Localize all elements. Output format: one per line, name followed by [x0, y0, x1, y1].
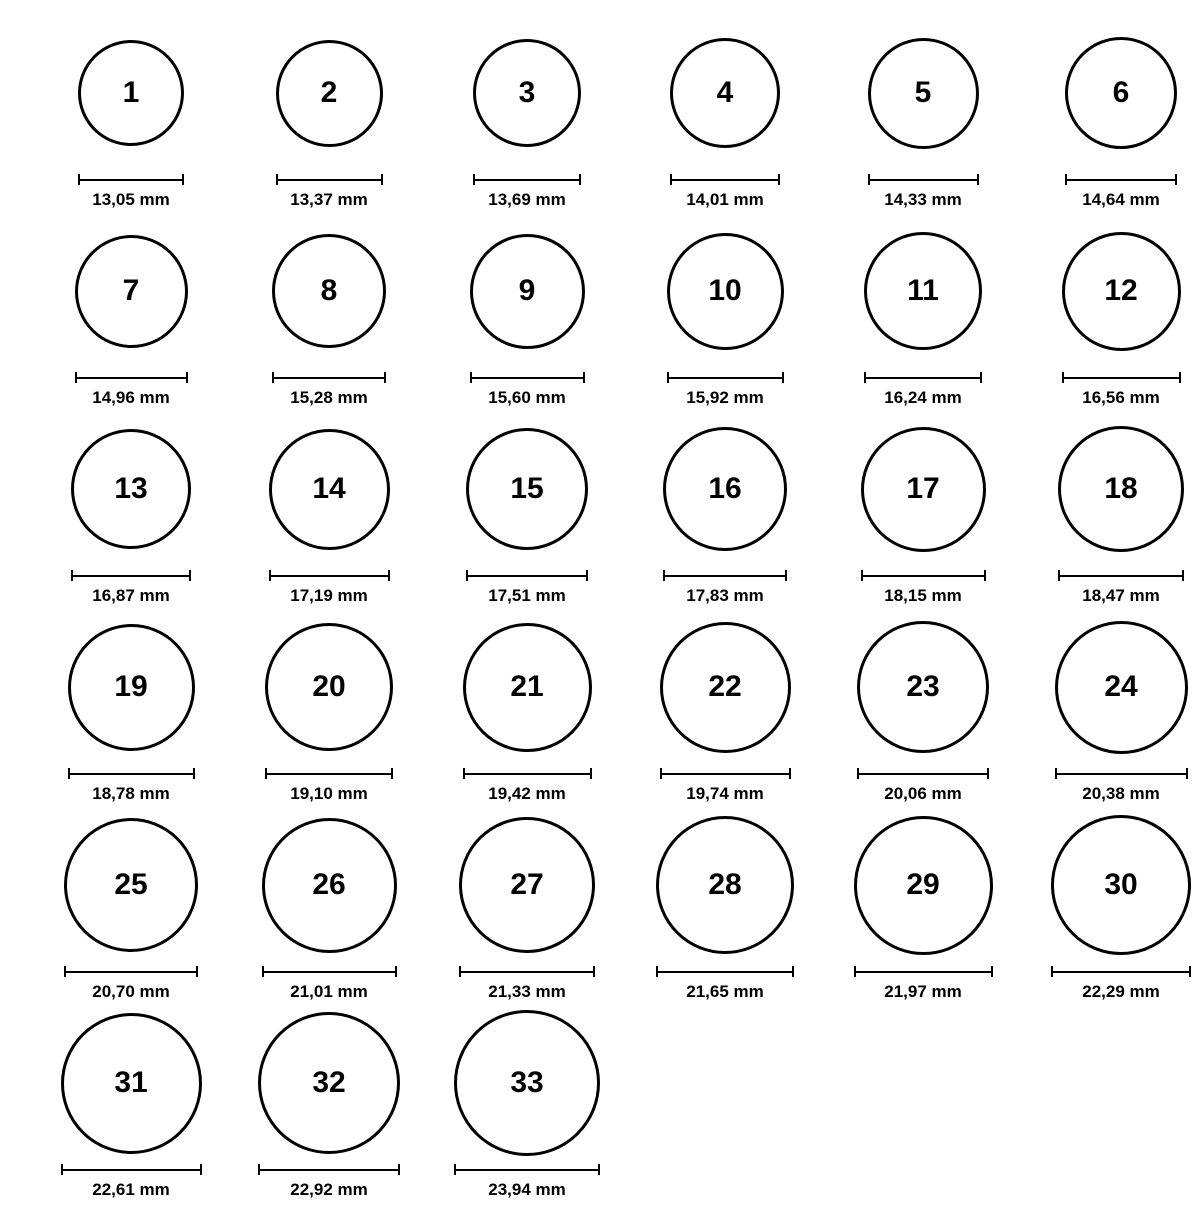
- ring-circle: [1058, 426, 1184, 552]
- ring-size-number: 26: [312, 868, 346, 901]
- diameter-measure-bar: [1051, 964, 1191, 978]
- measure-line: [463, 773, 592, 775]
- measure-line: [265, 773, 393, 775]
- measure-line: [1062, 377, 1181, 379]
- ring-size-number: 7: [122, 274, 140, 307]
- ring-size-item: [432, 810, 622, 1008]
- measure-bar-graphic: [75, 372, 188, 383]
- ring-circle-wrapper: [71, 414, 191, 564]
- ring-size-number: 16: [708, 472, 742, 505]
- diameter-label: 23,94 mm: [488, 1180, 566, 1199]
- measure-bar-graphic: [1055, 768, 1188, 779]
- measure-line: [861, 575, 986, 577]
- ring-circle: [272, 234, 386, 348]
- ring-size-number: 31: [114, 1066, 148, 1099]
- ring-size-number: 19: [114, 670, 148, 703]
- ring-circle: [262, 818, 397, 953]
- measure-bar-graphic: [861, 570, 986, 581]
- diameter-measure-bar: [667, 370, 784, 384]
- ring-circle-wrapper: [1055, 612, 1188, 762]
- ring-size-item: [828, 216, 1018, 414]
- ring-size-number: 25: [114, 868, 148, 901]
- measure-bar-graphic: [1062, 372, 1181, 383]
- diameter-measure-bar: [864, 370, 982, 384]
- ring-circle-wrapper: [854, 810, 993, 960]
- ring-circle-wrapper: [656, 810, 794, 960]
- diameter-measure-bar: [272, 370, 386, 384]
- diameter-label: 22,92 mm: [290, 1180, 368, 1199]
- measure-line: [670, 179, 780, 181]
- ring-circle: [258, 1012, 400, 1154]
- ring-circle-wrapper: [454, 1008, 600, 1158]
- measure-bar-graphic: [470, 372, 585, 383]
- measure-line: [663, 575, 787, 577]
- measure-bar-graphic: [265, 768, 393, 779]
- ring-size-item: [432, 1008, 622, 1206]
- ring-circle-wrapper: [276, 18, 383, 168]
- ring-size-item: [36, 414, 226, 612]
- ring-circle-wrapper: [64, 810, 198, 960]
- ring-circle-wrapper: [466, 414, 588, 564]
- ring-size-item: [36, 810, 226, 1008]
- measure-bar-graphic: [269, 570, 390, 581]
- ring-circle-wrapper: [1062, 216, 1181, 366]
- measure-line: [868, 179, 979, 181]
- ring-size-number: 33: [510, 1066, 544, 1099]
- ring-circle: [861, 427, 986, 552]
- ring-size-number: 4: [716, 76, 734, 109]
- ring-circle: [463, 623, 592, 752]
- measure-bar-graphic: [1058, 570, 1184, 581]
- diameter-measure-bar: [64, 964, 198, 978]
- diameter-measure-bar: [463, 766, 592, 780]
- diameter-label: 22,29 mm: [1082, 982, 1160, 1001]
- diameter-label: 19,42 mm: [488, 784, 566, 803]
- diameter-measure-bar: [1055, 766, 1188, 780]
- diameter-label: 15,60 mm: [488, 388, 566, 407]
- measure-bar-graphic: [663, 570, 787, 581]
- ring-size-item: [630, 18, 820, 216]
- diameter-measure-bar: [656, 964, 794, 978]
- measure-line: [75, 377, 188, 379]
- diameter-label: 13,69 mm: [488, 190, 566, 209]
- ring-circle-wrapper: [272, 216, 386, 366]
- ring-circle: [459, 817, 595, 953]
- measure-bar-graphic: [473, 174, 581, 185]
- ring-size-item: [234, 810, 424, 1008]
- ring-size-item: [828, 612, 1018, 810]
- diameter-measure-bar: [269, 568, 390, 582]
- diameter-measure-bar: [663, 568, 787, 582]
- diameter-label: 13,05 mm: [92, 190, 170, 209]
- ring-size-item: [432, 612, 622, 810]
- measure-line: [269, 575, 390, 577]
- measure-bar-graphic: [463, 768, 592, 779]
- measure-line: [1065, 179, 1177, 181]
- ring-size-number: 17: [906, 472, 940, 505]
- ring-circle: [470, 234, 585, 349]
- diameter-label: 20,70 mm: [92, 982, 170, 1001]
- measure-bar-graphic: [262, 966, 397, 977]
- measure-line: [276, 179, 383, 181]
- ring-circle-wrapper: [868, 18, 979, 168]
- measure-bar-graphic: [1051, 966, 1191, 977]
- diameter-measure-bar: [61, 1162, 202, 1176]
- ring-circle: [75, 235, 188, 348]
- ring-size-item: [234, 18, 424, 216]
- ring-size-item: [630, 216, 820, 414]
- diameter-measure-bar: [258, 1162, 400, 1176]
- measure-bar-graphic: [68, 768, 195, 779]
- diameter-measure-bar: [470, 370, 585, 384]
- ring-circle: [1055, 621, 1188, 754]
- ring-circle: [473, 39, 581, 147]
- ring-size-item: [36, 18, 226, 216]
- ring-size-number: 20: [312, 670, 346, 703]
- ring-circle: [656, 816, 794, 954]
- ring-size-number: 22: [708, 670, 742, 703]
- diameter-label: 14,01 mm: [686, 190, 764, 209]
- measure-bar-graphic: [61, 1164, 202, 1175]
- ring-circle: [667, 233, 784, 350]
- ring-size-number: 5: [914, 76, 932, 109]
- measure-bar-graphic: [276, 174, 383, 185]
- ring-size-item: [1026, 216, 1200, 414]
- ring-size-item: [630, 414, 820, 612]
- diameter-label: 21,33 mm: [488, 982, 566, 1001]
- measure-line: [272, 377, 386, 379]
- diameter-label: 15,92 mm: [686, 388, 764, 407]
- ring-size-number: 8: [320, 274, 338, 307]
- diameter-measure-bar: [459, 964, 595, 978]
- diameter-measure-bar: [670, 172, 780, 186]
- ring-size-number: 12: [1104, 274, 1138, 307]
- diameter-label: 19,10 mm: [290, 784, 368, 803]
- ring-size-item: [234, 1008, 424, 1206]
- measure-bar-graphic: [660, 768, 791, 779]
- ring-size-item: [36, 1008, 226, 1206]
- ring-size-number: 29: [906, 868, 940, 901]
- measure-line: [68, 773, 195, 775]
- ring-circle-wrapper: [262, 810, 397, 960]
- ring-size-number: 2: [320, 76, 338, 109]
- diameter-measure-bar: [466, 568, 588, 582]
- diameter-label: 20,38 mm: [1082, 784, 1160, 803]
- ring-size-number: 27: [510, 868, 544, 901]
- ring-size-number: 11: [907, 274, 939, 307]
- measure-bar-graphic: [667, 372, 784, 383]
- diameter-label: 18,47 mm: [1082, 586, 1160, 605]
- ring-circle: [265, 623, 393, 751]
- measure-bar-graphic: [459, 966, 595, 977]
- diameter-label: 18,15 mm: [884, 586, 962, 605]
- measure-line: [61, 1169, 202, 1171]
- ring-circle-wrapper: [68, 612, 195, 762]
- diameter-measure-bar: [854, 964, 993, 978]
- measure-line: [1055, 773, 1188, 775]
- diameter-label: 20,06 mm: [884, 784, 962, 803]
- ring-circle-wrapper: [258, 1008, 400, 1158]
- ring-circle: [269, 429, 390, 550]
- measure-bar-graphic: [670, 174, 780, 185]
- ring-size-number: 1: [122, 76, 140, 109]
- measure-line: [660, 773, 791, 775]
- ring-circle-wrapper: [463, 612, 592, 762]
- ring-size-item: [630, 810, 820, 1008]
- diameter-measure-bar: [454, 1162, 600, 1176]
- diameter-measure-bar: [262, 964, 397, 978]
- measure-line: [470, 377, 585, 379]
- ring-circle: [864, 232, 982, 350]
- ring-size-number: 24: [1104, 670, 1138, 703]
- ring-circle: [868, 38, 979, 149]
- measure-bar-graphic: [854, 966, 993, 977]
- ring-circle-wrapper: [75, 216, 188, 366]
- ring-size-number: 21: [510, 670, 544, 703]
- ring-circle-wrapper: [1058, 414, 1184, 564]
- diameter-label: 21,97 mm: [884, 982, 962, 1001]
- diameter-label: 16,56 mm: [1082, 388, 1160, 407]
- ring-circle-wrapper: [1051, 810, 1191, 960]
- ring-circle: [61, 1013, 202, 1154]
- diameter-label: 17,19 mm: [290, 586, 368, 605]
- ring-size-number: 10: [708, 274, 742, 307]
- ring-size-item: [234, 414, 424, 612]
- ring-size-item: [432, 18, 622, 216]
- diameter-label: 22,61 mm: [92, 1180, 170, 1199]
- measure-line: [667, 377, 784, 379]
- measure-bar-graphic: [466, 570, 588, 581]
- diameter-measure-bar: [265, 766, 393, 780]
- ring-circle: [660, 622, 791, 753]
- ring-circle: [1065, 37, 1177, 149]
- diameter-label: 14,64 mm: [1082, 190, 1160, 209]
- diameter-measure-bar: [276, 172, 383, 186]
- ring-circle-wrapper: [470, 216, 585, 366]
- ring-circle-wrapper: [265, 612, 393, 762]
- ring-circle: [466, 428, 588, 550]
- ring-size-item: [828, 810, 1018, 1008]
- ring-size-item: [36, 612, 226, 810]
- diameter-label: 14,33 mm: [884, 190, 962, 209]
- ring-circle-wrapper: [61, 1008, 202, 1158]
- diameter-label: 15,28 mm: [290, 388, 368, 407]
- ring-circle: [454, 1010, 600, 1156]
- ring-size-item: [36, 216, 226, 414]
- measure-bar-graphic: [454, 1164, 600, 1175]
- ring-size-item: [432, 216, 622, 414]
- measure-line: [64, 971, 198, 973]
- ring-circle: [670, 38, 780, 148]
- diameter-label: 16,24 mm: [884, 388, 962, 407]
- diameter-label: 18,78 mm: [92, 784, 170, 803]
- measure-line: [1051, 971, 1191, 973]
- measure-bar-graphic: [71, 570, 191, 581]
- measure-line: [78, 179, 184, 181]
- diameter-measure-bar: [75, 370, 188, 384]
- measure-bar-graphic: [78, 174, 184, 185]
- diameter-measure-bar: [861, 568, 986, 582]
- ring-circle-wrapper: [459, 810, 595, 960]
- ring-size-number: 23: [906, 670, 940, 703]
- measure-line: [473, 179, 581, 181]
- diameter-measure-bar: [660, 766, 791, 780]
- measure-line: [656, 971, 794, 973]
- measure-bar-graphic: [864, 372, 982, 383]
- ring-size-item: [630, 612, 820, 810]
- ring-size-item: [828, 18, 1018, 216]
- measure-bar-graphic: [868, 174, 979, 185]
- ring-size-item: [1026, 18, 1200, 216]
- ring-circle: [71, 429, 191, 549]
- ring-circle-wrapper: [663, 414, 787, 564]
- ring-size-number: 13: [114, 472, 148, 505]
- diameter-label: 19,74 mm: [686, 784, 764, 803]
- measure-bar-graphic: [64, 966, 198, 977]
- ring-size-item: [1026, 612, 1200, 810]
- ring-circle-wrapper: [660, 612, 791, 762]
- measure-line: [857, 773, 989, 775]
- ring-size-number: 15: [510, 472, 544, 505]
- diameter-measure-bar: [78, 172, 184, 186]
- diameter-label: 17,83 mm: [686, 586, 764, 605]
- ring-circle-wrapper: [78, 18, 184, 168]
- diameter-label: 21,01 mm: [290, 982, 368, 1001]
- ring-circle: [64, 818, 198, 952]
- ring-circle-wrapper: [473, 18, 581, 168]
- measure-line: [459, 971, 595, 973]
- measure-line: [262, 971, 397, 973]
- diameter-measure-bar: [1062, 370, 1181, 384]
- ring-size-number: 18: [1104, 472, 1138, 505]
- ring-size-number: 28: [708, 868, 742, 901]
- diameter-measure-bar: [473, 172, 581, 186]
- diameter-label: 16,87 mm: [92, 586, 170, 605]
- diameter-label: 13,37 mm: [290, 190, 368, 209]
- measure-line: [864, 377, 982, 379]
- ring-size-item: [828, 414, 1018, 612]
- diameter-measure-bar: [68, 766, 195, 780]
- diameter-measure-bar: [71, 568, 191, 582]
- measure-bar-graphic: [272, 372, 386, 383]
- ring-circle-wrapper: [269, 414, 390, 564]
- ring-circle: [1051, 815, 1191, 955]
- measure-line: [454, 1169, 600, 1171]
- ring-size-number: 32: [312, 1066, 346, 1099]
- ring-size-number: 9: [518, 274, 536, 307]
- ring-size-number: 14: [312, 472, 346, 505]
- diameter-label: 17,51 mm: [488, 586, 566, 605]
- ring-size-item: [234, 216, 424, 414]
- ring-circle: [663, 427, 787, 551]
- diameter-measure-bar: [857, 766, 989, 780]
- ring-circle-wrapper: [1065, 18, 1177, 168]
- ring-circle: [1062, 232, 1181, 351]
- ring-circle: [68, 624, 195, 751]
- ring-size-item: [1026, 810, 1200, 1008]
- ring-size-number: 3: [518, 76, 536, 109]
- ring-size-item: [432, 414, 622, 612]
- diameter-measure-bar: [1065, 172, 1177, 186]
- ring-circle: [78, 40, 184, 146]
- ring-size-number: 6: [1112, 76, 1130, 109]
- measure-line: [466, 575, 588, 577]
- measure-line: [854, 971, 993, 973]
- measure-line: [258, 1169, 400, 1171]
- measure-bar-graphic: [857, 768, 989, 779]
- ring-circle-wrapper: [861, 414, 986, 564]
- diameter-measure-bar: [868, 172, 979, 186]
- ring-size-number: 30: [1104, 868, 1138, 901]
- measure-bar-graphic: [656, 966, 794, 977]
- ring-circle: [857, 621, 989, 753]
- ring-circle: [276, 40, 383, 147]
- ring-circle-wrapper: [667, 216, 784, 366]
- ring-size-item: [234, 612, 424, 810]
- diameter-label: 21,65 mm: [686, 982, 764, 1001]
- ring-circle-wrapper: [670, 18, 780, 168]
- measure-line: [71, 575, 191, 577]
- ring-circle-wrapper: [864, 216, 982, 366]
- ring-circle: [854, 816, 993, 955]
- ring-size-item: [1026, 414, 1200, 612]
- measure-bar-graphic: [1065, 174, 1177, 185]
- ring-circle-wrapper: [857, 612, 989, 762]
- diameter-label: 14,96 mm: [92, 388, 170, 407]
- measure-bar-graphic: [258, 1164, 400, 1175]
- diameter-measure-bar: [1058, 568, 1184, 582]
- measure-line: [1058, 575, 1184, 577]
